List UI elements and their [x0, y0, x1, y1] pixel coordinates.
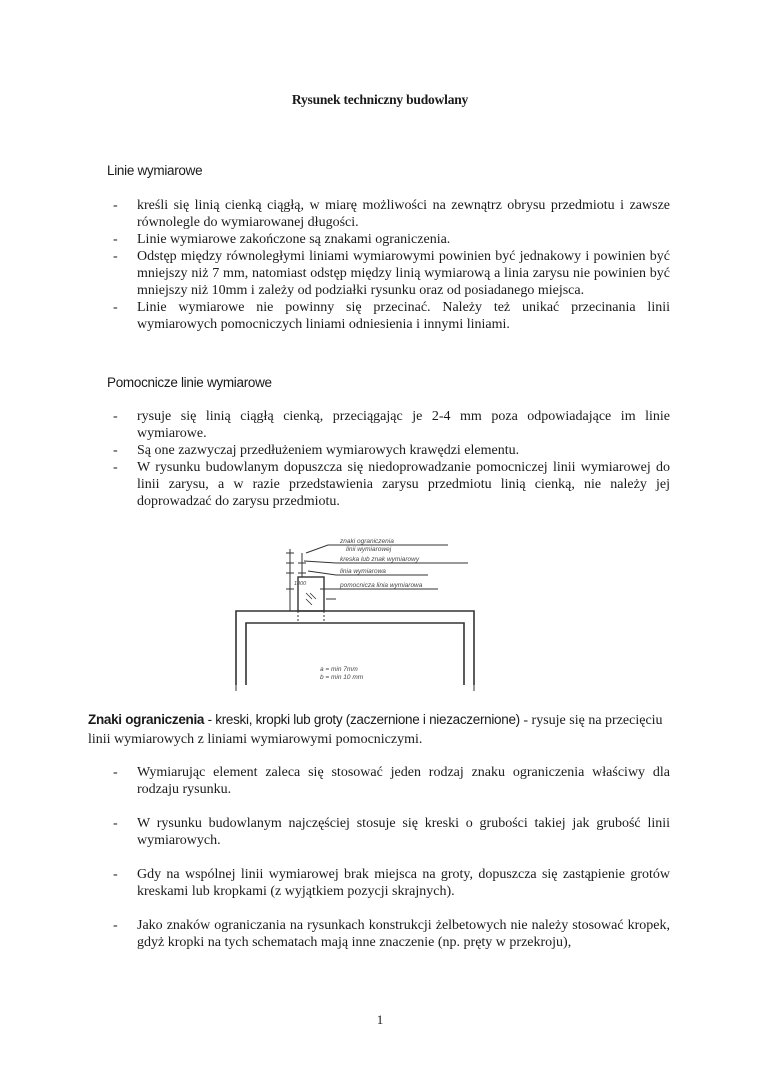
list-item [107, 248, 670, 299]
figure-note-a: a = min 7mm [320, 666, 358, 673]
term-definition: - kreski, kropki lub groty (zaczernione i niezaczernione) [204, 712, 520, 727]
list-item-text: Odstęp między równoległymi liniami wymiarowymi powinien być jednakowy i powinien być mniejszy niż 7 mm, natomiast odstęp między linią wymiarową a linia zarysu nie powinien być mniejszy niż 10mm i zależy od podziałki rysunku oraz od posiadanego miejsca. [137, 249, 670, 298]
paragraph-znaki-ograniczenia [88, 710, 673, 749]
list-item [107, 866, 670, 900]
list-item-text: Jako znaków ograniczania na rysunkach konstrukcji żelbetowych nie należy stosować kropek, gdyż kropki na tych schematach mają inne znaczenie (np. pręty w przekroju), [137, 918, 670, 950]
list-item-text: Linie wymiarowe zakończone są znakami ograniczenia. [137, 232, 451, 247]
dimension-lines-figure [228, 533, 488, 693]
list-linie-wymiarowe [107, 197, 670, 333]
list-item-text: Wymiarując element zaleca się stosować jeden rodzaj znaku ograniczenia właściwy dla rodzaju rysunku. [137, 765, 670, 797]
figure-dim-label: 1000 [294, 581, 307, 587]
list-item [107, 197, 670, 231]
bullet-dash: - [113, 765, 118, 780]
figure-label: linii wymiarowej [346, 546, 392, 553]
list-item [107, 764, 670, 798]
page-number: 1 [376, 1012, 384, 1027]
list-item-text: Są one zazwyczaj przedłużeniem wymiarowych krawędzi elementu. [137, 443, 520, 458]
figure-label: znaki ograniczenia [340, 538, 394, 545]
bullet-dash: - [113, 918, 118, 933]
list-item [107, 815, 670, 849]
bullet-dash: - [113, 867, 118, 882]
bullet-dash: - [113, 409, 118, 424]
list-item [107, 917, 670, 951]
figure-label: linia wymiarowa [340, 568, 386, 575]
bullet-dash: - [113, 443, 118, 458]
figure-label: pomocnicza linia wymiarowa [340, 582, 423, 589]
bullet-dash: - [113, 300, 118, 315]
term-znaki-ograniczenia: Znaki ograniczenia [88, 712, 205, 727]
list-item-text: rysuje się linią ciągłą cienką, przeciągając je 2-4 mm poza odpowiadające im linie wymiarowe. [137, 409, 670, 441]
list-item [107, 459, 670, 510]
bullet-dash: - [113, 460, 118, 475]
list-item [107, 231, 670, 248]
bullet-dash: - [113, 816, 118, 831]
list-item-text: W rysunku budowlanym dopuszcza się niedoprowadzanie pomocniczej linii wymiarowej do linii zarysu, a w razie przedstawienia zarysu przedmiotu linią cienką, nie należy jej doprowadzać do zarysu przedmiotu. [137, 460, 670, 509]
list-item [107, 408, 670, 442]
list-item-text: W rysunku budowlanym najczęściej stosuje się kreski o grubości takiej jak grubość linii wymiarowych. [137, 816, 670, 848]
bullet-dash: - [113, 249, 118, 264]
bullet-dash: - [113, 198, 118, 213]
list-item [107, 299, 670, 333]
list-item-text: kreśli się linią cienką ciągłą, w miarę możliwości na zewnątrz obrysu przedmiotu i zawsze równolegle do wymiarowanej długości. [137, 198, 670, 230]
figure-note-b: b = min 10 mm [320, 674, 364, 681]
document-title: Rysunek techniczny budowlany [291, 92, 469, 107]
section-heading-pomocnicze-linie: Pomocnicze linie wymiarowe [107, 375, 272, 390]
figure-label: kreska lub znak wymiarowy [340, 556, 420, 563]
list-item-text: Linie wymiarowe nie powinny się przecinać. Należy też unikać przecinania linii wymiarowych pomocniczych liniami odniesienia i innymi liniami. [137, 300, 670, 332]
paragraph-rest: - rysuje się na przecięciu linii wymiarowych z liniami wymiarowymi pomocniczymi. [88, 713, 663, 747]
list-pomocnicze-linie [107, 408, 670, 510]
list-item-text: Gdy na wspólnej linii wymiarowej brak miejsca na groty, dopuszcza się zastąpienie grotów kreskami lub kropkami (z wyjątkiem pozycji skrajnych). [137, 867, 670, 899]
section-heading-linie-wymiarowe: Linie wymiarowe [107, 163, 203, 178]
list-item [107, 442, 670, 459]
bullet-dash: - [113, 232, 118, 247]
list-znaki-ograniczenia [107, 764, 670, 968]
